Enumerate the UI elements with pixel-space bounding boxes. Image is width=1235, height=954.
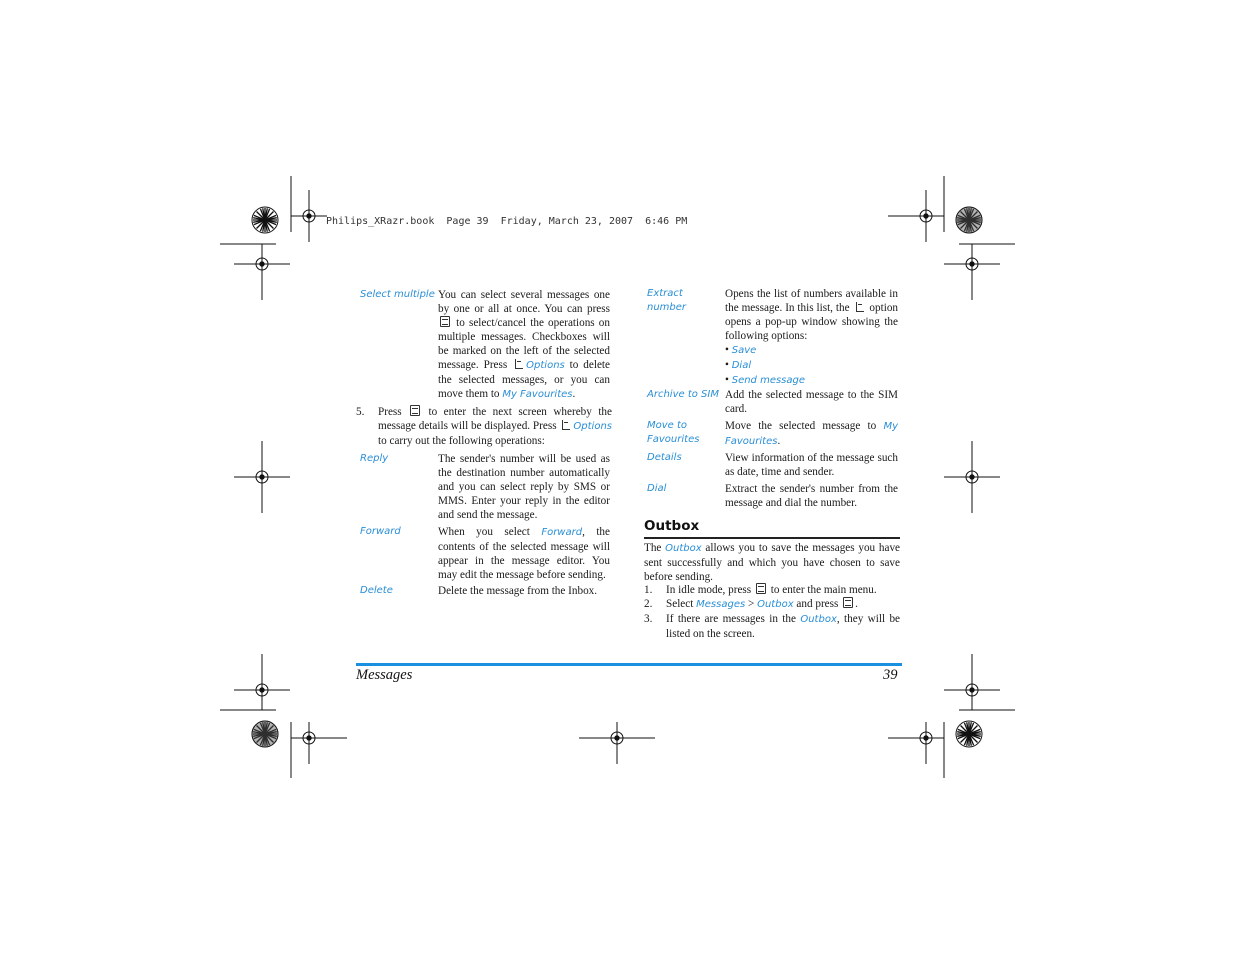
softkey-icon <box>562 420 570 430</box>
outbox-steps <box>644 583 900 641</box>
term-archive-to-sim: Archive to SIM <box>647 389 719 400</box>
page-number: 39 <box>883 667 898 683</box>
term-extract-number: Extract number <box>647 288 687 313</box>
term-select-multiple: Select multiple <box>360 289 435 300</box>
desc-reply: The sender's number will be used as the destination number automatically and you can select reply by SMS or MMS. Enter your reply in the editor and send the message. <box>438 453 610 521</box>
keyword-forward: Forward <box>541 527 583 538</box>
footer-section-title: Messages <box>356 667 413 683</box>
footer-rule <box>356 663 902 666</box>
keyword-outbox: Outbox <box>800 614 837 625</box>
outbox-step-1: 1. In idle mode, press to enter the main menu. <box>644 584 877 596</box>
outbox-step-2: 2. Select Messages > Outbox and press . <box>644 598 858 610</box>
print-header: Philips_XRazr.book Page 39 Friday, March 23, 2007 6:46 PM <box>326 216 688 227</box>
softkey-icon <box>856 302 864 312</box>
term-delete: Delete <box>360 585 393 596</box>
desc-forward: When you select Forward, the contents of the selected message will appear in the message editor. You may edit the message before sending. <box>438 526 610 581</box>
option-save: • Save <box>725 343 898 358</box>
term-forward: Forward <box>360 526 401 537</box>
keyword-outbox: Outbox <box>757 599 794 610</box>
ok-key-icon <box>843 597 853 608</box>
ok-key-icon <box>410 405 420 416</box>
desc-extract-number: Opens the list of numbers available in the message. In this list, the option opens a pop-up window showing the following options: • Save • Dial • Send message <box>725 287 898 388</box>
extract-options-list <box>725 343 898 388</box>
outbox-intro-paragraph: The Outbox allows you to save the messages you have sent successfully and which you have chosen to save before sending. <box>644 542 901 583</box>
keyword-options: Options <box>573 421 612 432</box>
term-reply: Reply <box>360 453 389 464</box>
desc-select-multiple: You can select several messages one by one or all at once. You can press to select/cancel the operations on multiple messages. Checkboxes will be marked on the left of the selected message. Press Options to delete the selected messages, or you can move them to My Favourites. <box>438 289 610 400</box>
step-5: 5. Press to enter the next screen whereby the message details will be displayed. Press Options to carry out the following operations: <box>356 406 612 447</box>
desc-move-to-favourites: Move the selected message to My Favourites. <box>725 420 898 447</box>
desc-details: View information of the message such as date, time and sender. <box>725 452 898 478</box>
desc-delete: Delete the message from the Inbox. <box>438 585 598 597</box>
desc-dial: Extract the sender's number from the message and dial the number. <box>725 483 898 509</box>
softkey-icon <box>515 359 523 369</box>
keyword-outbox: Outbox <box>665 543 702 554</box>
term-details: Details <box>647 452 682 463</box>
keyword-my-favourites: My Favourites <box>725 421 898 447</box>
term-move-to-favourites: Move to Favourites <box>647 420 700 445</box>
keyword-messages: Messages <box>696 599 746 610</box>
ok-key-icon <box>756 583 766 594</box>
outbox-step-3: 3. If there are messages in the Outbox, they will be listed on the screen. <box>644 613 901 640</box>
option-send-message: • Send message <box>725 373 898 388</box>
section-heading-outbox: Outbox <box>644 518 700 534</box>
keyword-my-favourites: My Favourites <box>502 389 573 400</box>
heading-rule <box>644 537 900 539</box>
keyword-options: Options <box>526 360 565 371</box>
term-dial: Dial <box>647 483 667 494</box>
ok-key-icon <box>440 316 450 327</box>
desc-archive-to-sim: Add the selected message to the SIM card. <box>725 389 898 415</box>
option-dial: • Dial <box>725 358 898 373</box>
left-steps <box>356 405 612 448</box>
